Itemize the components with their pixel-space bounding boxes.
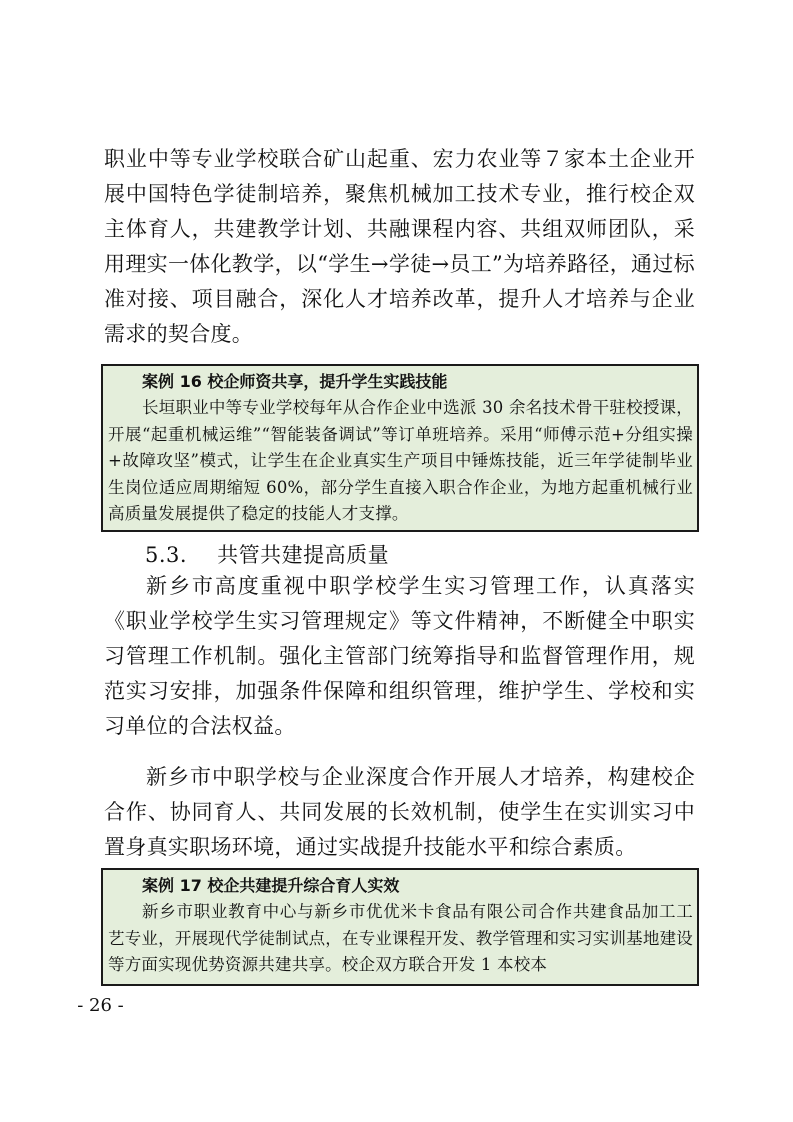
- case-16-box: [101, 364, 699, 532]
- paragraph-internship-management: 新乡市高度重视中职学校学生实习管理工作，认真落实《职业学校学生实习管理规定》等文件精神，不断健全中职实习管理工作机制。强化主管部门统筹指导和监督管理作用，规范实习安排，加强条件保障和组织管理，维护学生、学校和实习单位的合法权益。: [104, 574, 695, 738]
- section-heading: [145, 538, 389, 573]
- case-17-title: 案例 17 校企共建提升综合育人实效: [142, 876, 400, 895]
- page-number: - 26 -: [77, 995, 124, 1016]
- case-17-body: 新乡市职业教育中心与新乡市优优米卡食品有限公司合作共建食品加工工艺专业，开展现代学徒制试点，在专业课程开发、教学管理和实习实训基地建设等方面实现优势资源共建共享。校企双方联合开发 1 本校本: [108, 902, 693, 974]
- intro-paragraph: 职业中等专业学校联合矿山起重、宏力农业等７家本土企业开展中国特色学徒制培养，聚焦机械加工技术专业，推行校企双主体育人，共建教学计划、共融课程内容、共组双师团队，采用理实一体化教学，以“学生→学徒→员工”为培养路径，通过标准对接、项目融合，深化人才培养改革，提升人才培养与企业需求的契合度。: [104, 147, 695, 346]
- section-number: 5.3.: [145, 543, 188, 567]
- case-16-body: 长垣职业中等专业学校每年从合作企业中选派 30 余名技术骨干驻校授课，开展“起重机械运维”“智能装备调试”等订单班培养。采用“师傅示范+分组实操+故障攻坚”模式，让学生在企业真实生产项目中锤炼技能，近三年学徒制毕业生岗位适应周期缩短 60%，部分学生直接入职合作企业，为地方起重机械行业高质量发展提供了稳定的技能人才支撑。: [108, 398, 693, 523]
- section-title: 共管共建提高质量: [217, 543, 390, 567]
- paragraph-school-enterprise: 新乡市中职学校与企业深度合作开展人才培养，构建校企合作、协同育人、共同发展的长效机制，使学生在实训实习中置身真实职场环境，通过实战提升技能水平和综合素质。: [104, 765, 695, 859]
- case-17-box: [101, 868, 699, 986]
- case-16-title: 案例 16 校企师资共享，提升学生实践技能: [142, 372, 448, 391]
